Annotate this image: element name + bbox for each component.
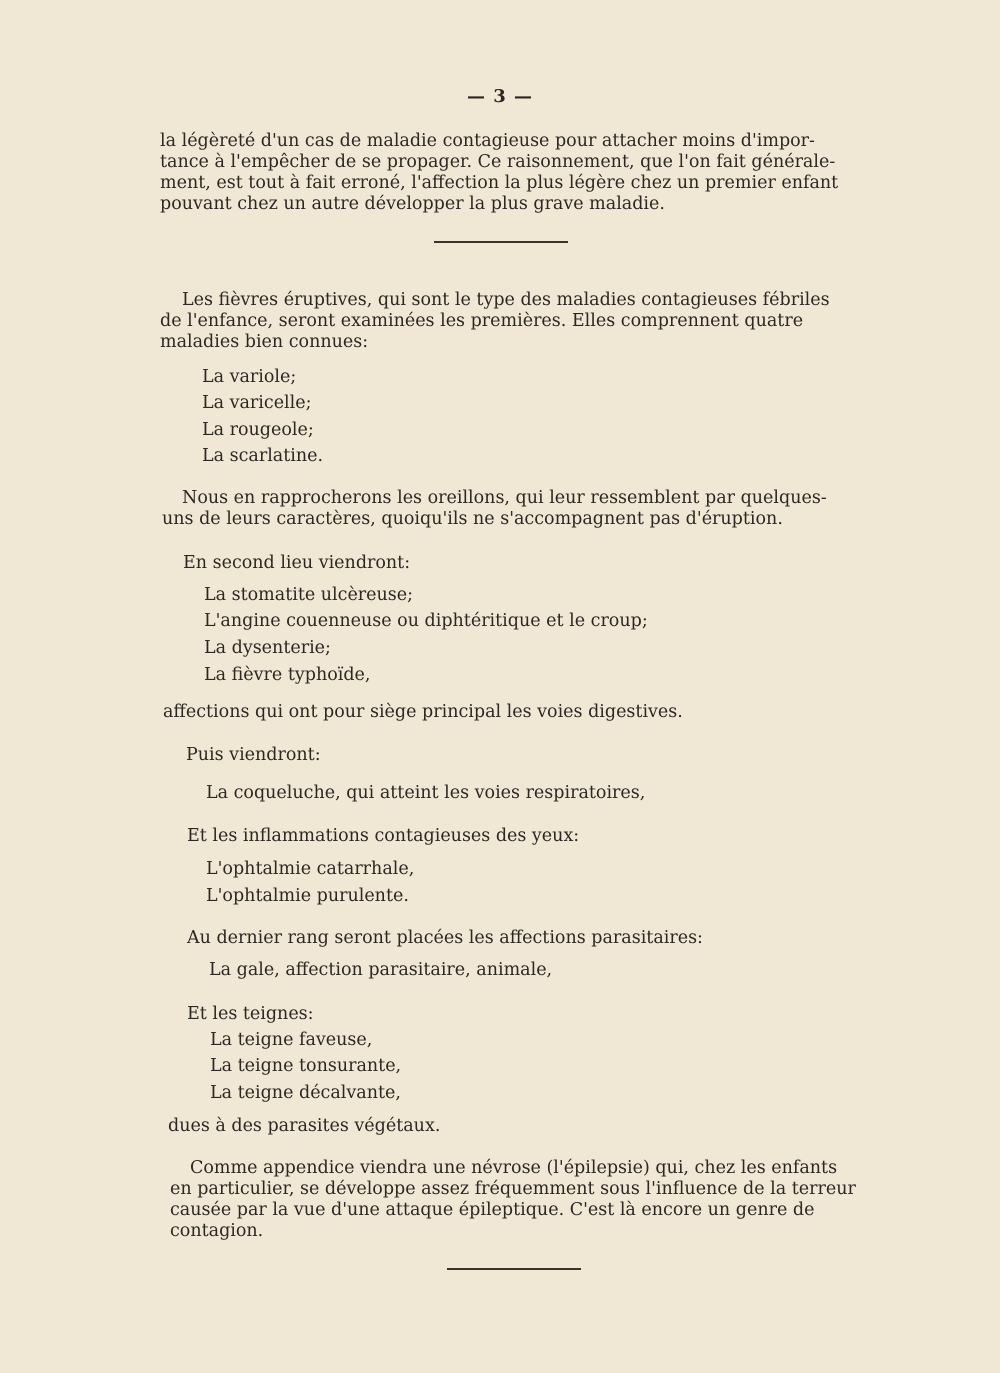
paragraph-line: Les fièvres éruptives, qui sont le type des maladies contagieuses fébriles xyxy=(182,290,830,310)
list-item: La varicelle; xyxy=(202,393,312,413)
section-closing: dues à des parasites végétaux. xyxy=(168,1116,441,1136)
list-item: La dysenterie; xyxy=(204,638,331,658)
list-item: La coqueluche, qui atteint les voies respiratoires, xyxy=(206,783,646,803)
list-item: L'ophtalmie purulente. xyxy=(206,886,409,906)
paragraph-line: Comme appendice viendra une névrose (l'épilepsie) qui, chez les enfants xyxy=(190,1158,838,1178)
section-intro: Et les teignes: xyxy=(187,1004,314,1024)
section-divider xyxy=(434,241,568,243)
paragraph-line: de l'enfance, seront examinées les premières. Elles comprennent quatre xyxy=(160,311,804,331)
epilepsy-paragraph xyxy=(170,1158,858,1242)
intro-line: la légèreté d'un cas de maladie contagieuse pour attacher moins d'impor- xyxy=(160,131,815,151)
list-item: La teigne tonsurante, xyxy=(210,1056,402,1076)
list-item: La fièvre typhoïde, xyxy=(204,665,371,685)
list-item: L'angine couenneuse ou diphtéritique et le croup; xyxy=(204,611,648,631)
mumps-paragraph xyxy=(162,488,846,530)
list-item: La variole; xyxy=(202,367,297,387)
paragraph-line: contagion. xyxy=(170,1221,264,1241)
list-item: La rougeole; xyxy=(202,420,314,440)
section-intro: Au dernier rang seront placées les affections parasitaires: xyxy=(187,928,703,948)
section-intro: Puis viendront: xyxy=(186,745,321,765)
intro-line: tance à l'empêcher de se propager. Ce raisonnement, que l'on fait générale- xyxy=(160,152,836,172)
list-item: La gale, affection parasitaire, animale, xyxy=(209,960,553,980)
intro-paragraph xyxy=(160,131,844,215)
list-item: L'ophtalmie catarrhale, xyxy=(206,859,415,879)
list-item: La teigne faveuse, xyxy=(210,1030,373,1050)
paragraph-line: uns de leurs caractères, quoiqu'ils ne s'accompagnent pas d'éruption. xyxy=(162,509,783,529)
section-intro: En second lieu viendront: xyxy=(183,553,411,573)
list-item: La teigne décalvante, xyxy=(210,1083,401,1103)
intro-line: pouvant chez un autre développer la plus grave maladie. xyxy=(160,194,665,214)
list-item: La stomatite ulcèreuse; xyxy=(204,585,414,605)
section-intro: Et les inflammations contagieuses des yeux: xyxy=(187,826,580,846)
list-item: La scarlatine. xyxy=(202,446,324,466)
intro-line: ment, est tout à fait erroné, l'affection la plus légère chez un premier enfant xyxy=(160,173,839,193)
paragraph-line: Nous en rapprocherons les oreillons, qui leur ressemblent par quelques- xyxy=(182,488,827,508)
paragraph-line: maladies bien connues: xyxy=(160,332,369,352)
paragraph-line: causée par la vue d'une attaque épileptique. C'est là encore un genre de xyxy=(170,1200,815,1220)
section-divider xyxy=(447,1268,581,1270)
section-closing: affections qui ont pour siège principal les voies digestives. xyxy=(163,702,683,722)
page-number: — 3 — xyxy=(466,86,534,107)
eruptive-fevers-paragraph xyxy=(160,290,844,353)
paragraph-line: en particulier, se développe assez fréquemment sous l'influence de la terreur xyxy=(170,1179,856,1199)
